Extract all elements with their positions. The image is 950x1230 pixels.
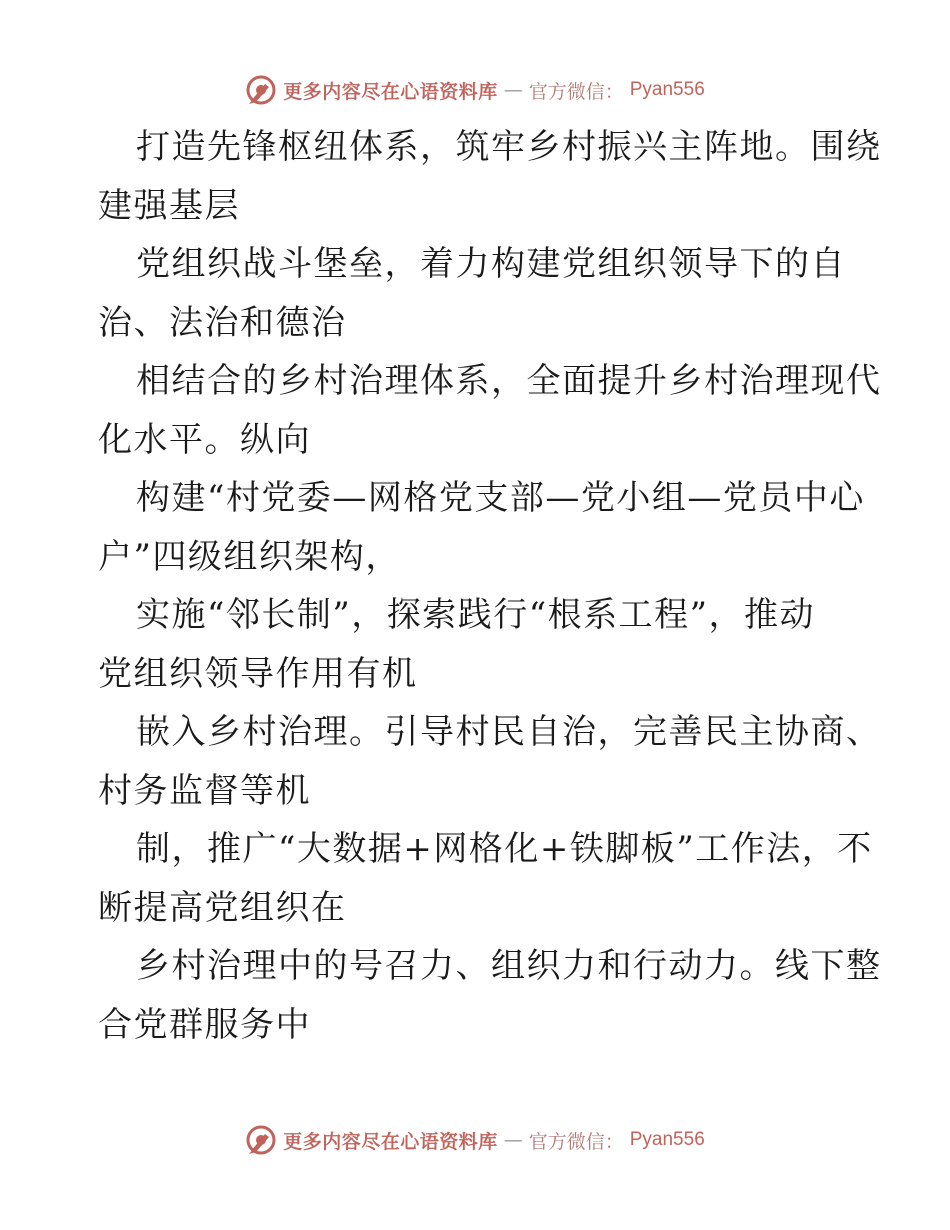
body-line: 制，推广“大数据+网格化+铁脚板”工作法，不 — [136, 829, 873, 869]
header-watermark — [0, 70, 950, 110]
watermark-label: 官方微信： — [528, 1130, 624, 1153]
pen-logo-icon — [245, 74, 277, 106]
body-line: 治、法治和德治 — [98, 302, 347, 343]
body-line: 户”四级组织架构， — [98, 536, 401, 577]
watermark-label: 官方微信： — [528, 80, 624, 103]
body-line: 断提高党组织在 — [98, 887, 347, 928]
body-line: 村务监督等机 — [98, 770, 311, 811]
body-line: 党组织领导作用有机 — [98, 653, 418, 694]
body-line: 嵌入乡村治理。引导村民自治，完善民主协商、 — [136, 712, 882, 752]
pen-logo-icon — [245, 1124, 277, 1156]
body-line: 合党群服务中 — [98, 1004, 311, 1045]
watermark-dash: — — [503, 1129, 523, 1151]
body-line: 相结合的乡村治理体系，全面提升乡村治理现代 — [136, 361, 882, 401]
body-line: 建强基层 — [98, 185, 240, 226]
body-line: 乡村治理中的号召力、组织力和行动力。线下整 — [136, 946, 882, 986]
body-line: 党组织战斗堡垒，着力构建党组织领导下的自 — [136, 244, 846, 284]
body-line: 打造先锋枢纽体系，筑牢乡村振兴主阵地。围绕 — [136, 127, 882, 167]
footer-watermark — [0, 1120, 950, 1160]
watermark-wechat-id: Pyan556 — [629, 1129, 705, 1150]
body-line: 化水平。纵向 — [98, 419, 311, 460]
body-line: 构建“村党委—网格党支部—党小组—党员中心 — [136, 478, 865, 518]
watermark-text: 更多内容尽在心语资料库 — [283, 1130, 498, 1153]
watermark-dash: — — [503, 79, 523, 101]
document-body — [98, 118, 882, 1054]
watermark-text: 更多内容尽在心语资料库 — [283, 80, 498, 103]
watermark-wechat-id: Pyan556 — [629, 79, 705, 100]
body-line: 实施“邻长制”，探索践行“根系工程”，推动 — [136, 595, 816, 635]
